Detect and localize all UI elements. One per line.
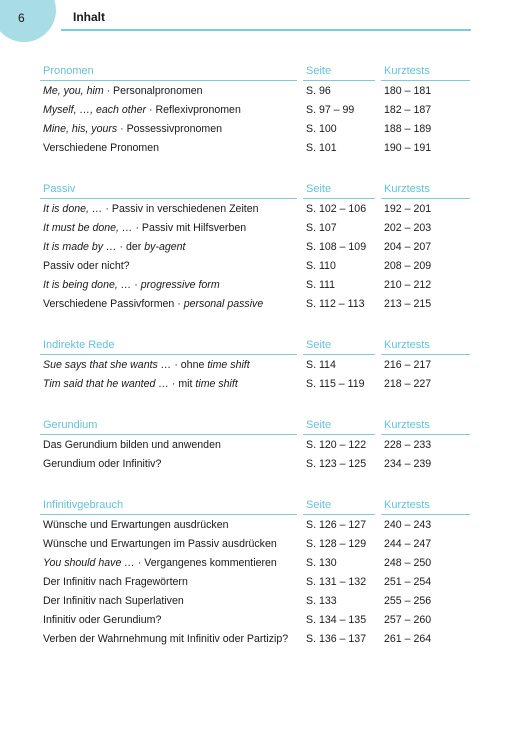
section-header <box>40 335 470 355</box>
page-reference: S. 107 <box>306 221 337 234</box>
test-range: 261 – 264 <box>384 632 432 645</box>
page-reference: S. 123 – 125 <box>306 457 367 470</box>
topic-label <box>40 614 303 626</box>
topic-label-part: Verben der Wahrnehmung mit Infinitiv oder Partizip? <box>43 632 289 645</box>
section-title: Indirekte Rede <box>40 335 297 355</box>
column-header-page: Seite <box>303 495 375 515</box>
column-header-page: Seite <box>303 415 375 435</box>
topic-label-part: · Reflexivpronomen <box>146 103 241 116</box>
page-reference: S. 134 – 135 <box>306 613 367 626</box>
topic-label-part: · der <box>116 240 145 253</box>
topic-label <box>40 85 303 97</box>
topic-label <box>40 557 303 569</box>
topic-label-part: by-agent <box>144 240 186 253</box>
test-range: 234 – 239 <box>384 457 432 470</box>
toc-row[interactable] <box>40 553 470 572</box>
topic-label <box>40 241 303 253</box>
topic-label <box>40 538 303 550</box>
topic-label <box>40 439 303 451</box>
column-header-tests: Kurztests <box>381 335 470 355</box>
test-range: 251 – 254 <box>384 575 432 588</box>
test-range: 180 – 181 <box>384 84 432 97</box>
topic-label-part: · Possessivpronomen <box>117 122 222 135</box>
topic-label-part: · Passiv in verschiedenen Zeiten <box>102 202 259 215</box>
topic-label-part: · Personalpronomen <box>103 84 203 97</box>
topic-label-part: Me, you, him <box>43 84 104 97</box>
test-range: 248 – 250 <box>384 556 432 569</box>
topic-label-part: Tim said that he wanted … <box>43 377 169 390</box>
page-reference: S. 101 <box>306 141 337 154</box>
toc-row[interactable] <box>40 591 470 610</box>
toc-row[interactable] <box>40 199 470 218</box>
topic-label <box>40 633 303 645</box>
test-range: 218 – 227 <box>384 377 432 390</box>
topic-label-part: personal passive <box>183 297 264 310</box>
toc-row[interactable] <box>40 374 470 393</box>
page-number-tab <box>0 0 56 42</box>
page-reference: S. 114 <box>306 358 336 371</box>
test-range: 244 – 247 <box>384 537 432 550</box>
toc-row[interactable] <box>40 435 470 454</box>
toc-row[interactable] <box>40 119 470 138</box>
topic-label-part: Sue says that she wants … <box>43 358 172 371</box>
page-reference: S. 128 – 129 <box>306 537 367 550</box>
topic-label-part: Infinitiv oder Gerundium? <box>43 613 162 626</box>
page-reference: S. 120 – 122 <box>306 438 367 451</box>
topic-label-part: time shift <box>195 377 238 390</box>
topic-label <box>40 279 303 291</box>
section-header <box>40 415 470 435</box>
toc-row[interactable] <box>40 534 470 553</box>
topic-label <box>40 519 303 531</box>
topic-label <box>40 298 303 310</box>
topic-label-part: Mine, his, yours <box>43 122 118 135</box>
section-header <box>40 179 470 199</box>
test-range: 182 – 187 <box>384 103 432 116</box>
page-reference: S. 96 <box>306 84 331 97</box>
topic-label-part: Myself, …, each other <box>43 103 147 116</box>
topic-label <box>40 104 303 116</box>
test-range: 208 – 209 <box>384 259 432 272</box>
toc-row[interactable] <box>40 81 470 100</box>
column-header-tests: Kurztests <box>381 179 470 199</box>
topic-label <box>40 595 303 607</box>
topic-label-part: Der Infinitiv nach Fragewörtern <box>43 575 188 588</box>
toc-row[interactable] <box>40 629 470 648</box>
column-header-page: Seite <box>303 179 375 199</box>
column-header-page: Seite <box>303 335 375 355</box>
table-of-contents <box>40 61 470 670</box>
toc-row[interactable] <box>40 100 470 119</box>
topic-label <box>40 576 303 588</box>
topic-label <box>40 378 303 390</box>
header-divider <box>61 29 471 31</box>
test-range: 257 – 260 <box>384 613 432 626</box>
topic-label-part: · Vergangenes kommentieren <box>134 556 277 569</box>
test-range: 228 – 233 <box>384 438 432 451</box>
topic-label-part: Verschiedene Pronomen <box>43 141 160 154</box>
toc-row[interactable] <box>40 355 470 374</box>
toc-row[interactable] <box>40 138 470 157</box>
column-header-tests: Kurztests <box>381 415 470 435</box>
page-reference: S. 130 <box>306 556 337 569</box>
topic-label-part: · Passiv mit Hilfsverben <box>132 221 247 234</box>
toc-row[interactable] <box>40 515 470 534</box>
column-header-page: Seite <box>303 61 375 81</box>
page-reference: S. 115 – 119 <box>306 377 365 390</box>
topic-label-part: Passiv oder nicht? <box>43 259 130 272</box>
toc-row[interactable] <box>40 256 470 275</box>
toc-section <box>40 415 470 473</box>
section-header <box>40 495 470 515</box>
test-range: 192 – 201 <box>384 202 432 215</box>
topic-label-part: Verschiedene Passivformen · <box>43 297 184 310</box>
page-reference: S. 126 – 127 <box>306 518 367 531</box>
topic-label <box>40 203 303 215</box>
column-header-tests: Kurztests <box>381 61 470 81</box>
topic-label-part: Das Gerundium bilden und anwenden <box>43 438 221 451</box>
toc-row[interactable] <box>40 294 470 313</box>
topic-label <box>40 123 303 135</box>
page-reference: S. 100 <box>306 122 337 135</box>
topic-label <box>40 359 303 371</box>
page-reference: S. 97 – 99 <box>306 103 355 116</box>
test-range: 240 – 243 <box>384 518 432 531</box>
section-title: Pronomen <box>40 61 297 81</box>
page-title: Inhalt <box>73 10 105 24</box>
topic-label <box>40 142 303 154</box>
toc-row[interactable] <box>40 454 470 473</box>
topic-label-part: It is being done, … <box>43 278 132 291</box>
section-header <box>40 61 470 81</box>
toc-row[interactable] <box>40 572 470 591</box>
topic-label <box>40 222 303 234</box>
toc-row[interactable] <box>40 610 470 629</box>
topic-label-part: It is made by … <box>43 240 117 253</box>
test-range: 210 – 212 <box>384 278 432 291</box>
page-reference: S. 131 – 132 <box>306 575 367 588</box>
topic-label-part: time shift <box>207 358 250 371</box>
page-reference: S. 110 <box>306 259 336 272</box>
topic-label-part: Wünsche und Erwartungen im Passiv ausdrücken <box>43 537 277 550</box>
toc-section <box>40 335 470 393</box>
toc-row[interactable] <box>40 237 470 256</box>
topic-label-part: You should have … <box>43 556 135 569</box>
page-reference: S. 111 <box>306 278 336 291</box>
page-reference: S. 136 – 137 <box>306 632 367 645</box>
topic-label-part: Der Infinitiv nach Superlativen <box>43 594 184 607</box>
section-title: Infinitivgebrauch <box>40 495 297 515</box>
page-reference: S. 112 – 113 <box>306 297 365 310</box>
topic-label-part: It must be done, … <box>43 221 133 234</box>
topic-label-part: · ohne <box>171 358 208 371</box>
section-title: Gerundium <box>40 415 297 435</box>
topic-label-part: · mit <box>168 377 196 390</box>
topic-label <box>40 458 303 470</box>
toc-section <box>40 179 470 313</box>
page-number: 6 <box>18 11 25 25</box>
test-range: 216 – 217 <box>384 358 432 371</box>
topic-label <box>40 260 303 272</box>
page-reference: S. 133 <box>306 594 337 607</box>
topic-label-part: Gerundium oder Infinitiv? <box>43 457 162 470</box>
topic-label-part: · <box>131 278 141 291</box>
page-reference: S. 108 – 109 <box>306 240 367 253</box>
toc-section <box>40 495 470 648</box>
column-header-tests: Kurztests <box>381 495 470 515</box>
section-title: Passiv <box>40 179 297 199</box>
test-range: 204 – 207 <box>384 240 432 253</box>
test-range: 188 – 189 <box>384 122 432 135</box>
topic-label-part: It is done, … <box>43 202 103 215</box>
test-range: 202 – 203 <box>384 221 432 234</box>
test-range: 255 – 256 <box>384 594 432 607</box>
toc-row[interactable] <box>40 218 470 237</box>
topic-label-part: Wünsche und Erwartungen ausdrücken <box>43 518 229 531</box>
page-reference: S. 102 – 106 <box>306 202 367 215</box>
toc-section <box>40 61 470 157</box>
test-range: 190 – 191 <box>384 141 432 154</box>
test-range: 213 – 215 <box>384 297 432 310</box>
toc-row[interactable] <box>40 275 470 294</box>
topic-label-part: progressive form <box>140 278 220 291</box>
